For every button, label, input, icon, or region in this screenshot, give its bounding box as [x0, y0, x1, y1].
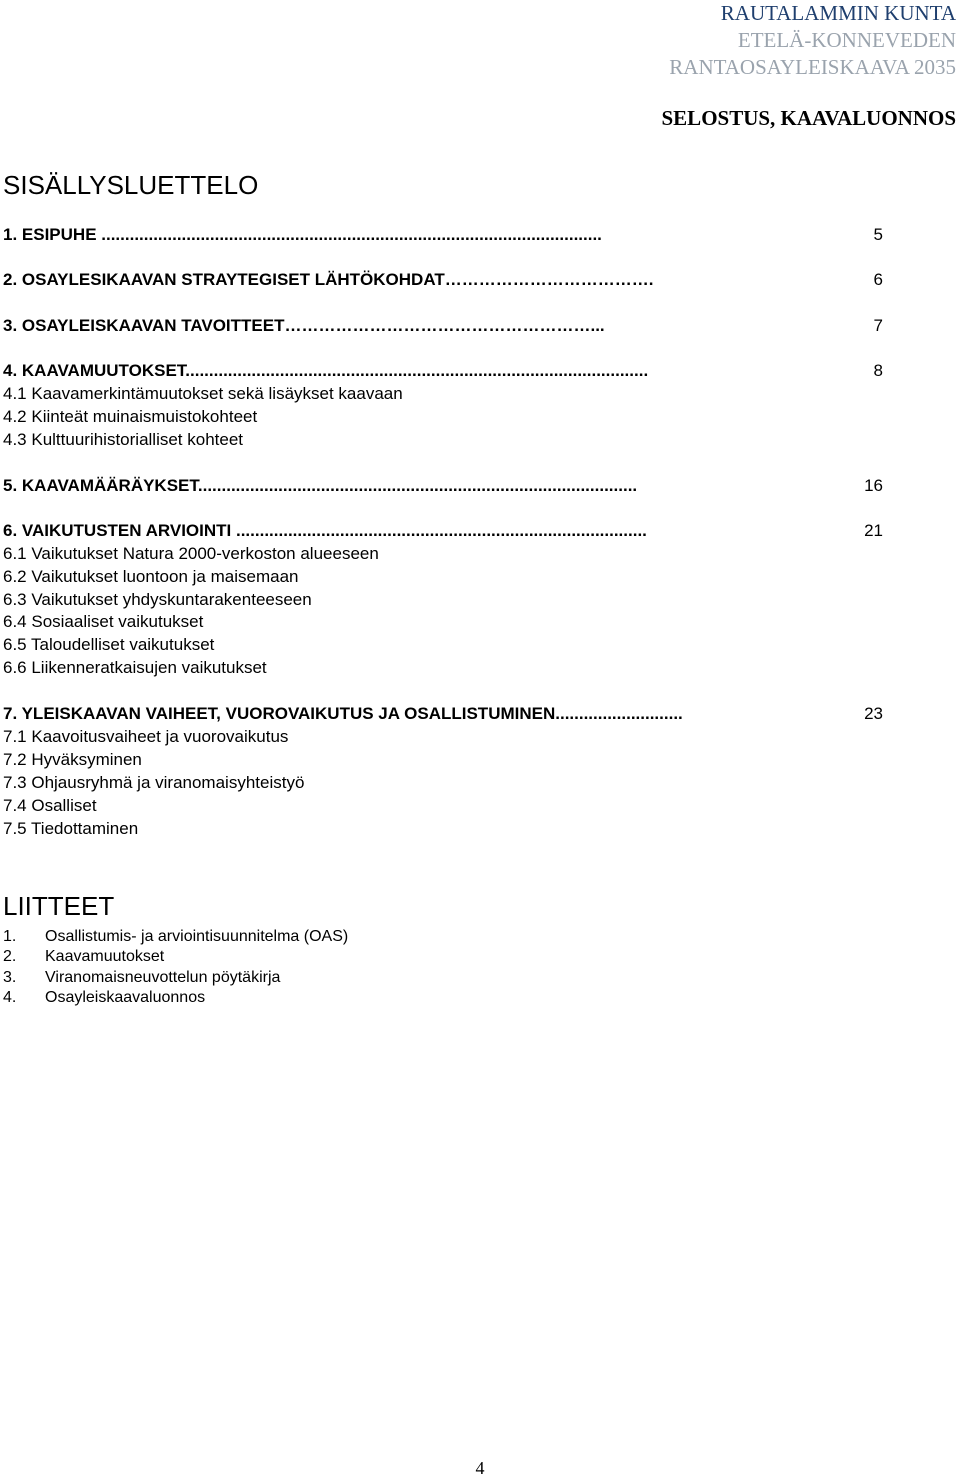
toc-entry-page: 5 — [873, 225, 883, 244]
toc-entry-page: 6 — [873, 270, 883, 289]
toc-entry-5[interactable] — [3, 475, 883, 497]
header-plan-name: RANTAOSAYLEISKAAVA 2035 — [669, 55, 956, 79]
toc-entry-2[interactable] — [3, 269, 883, 291]
toc-entry-text: 3. OSAYLEISKAAVAN TAVOITTEET………………………………………………... — [3, 316, 605, 335]
toc-entry-text: 2. OSAYLESIKAAVAN STRAYTEGISET LÄHTÖKOHDAT………………………………. — [3, 270, 654, 289]
appendix-item[interactable] — [3, 968, 280, 988]
appendix-text: Osayleiskaavaluonnos — [45, 989, 206, 1006]
appendix-text: Viranomaisneuvottelun pöytäkirja — [45, 969, 281, 986]
toc-subentry-4-3[interactable]: 4.3 Kulttuurihistorialliset kohteet — [3, 430, 244, 449]
toc-entry-page: 16 — [864, 476, 883, 495]
toc-subentry-6-4[interactable]: 6.4 Sosiaaliset vaikutukset — [3, 612, 204, 631]
appendix-text: Osallistumis- ja arviointisuunnitelma (OAS) — [45, 928, 349, 945]
toc-entry-text: 4. KAAVAMUUTOKSET.................................................................................................. — [3, 361, 649, 380]
appendix-item[interactable] — [3, 947, 164, 967]
toc-entry-6[interactable] — [3, 520, 883, 542]
toc-subentry-7-5[interactable]: 7.5 Tiedottaminen — [3, 819, 139, 838]
appendix-item[interactable] — [3, 988, 205, 1008]
toc-subentry-7-1[interactable]: 7.1 Kaavoitusvaiheet ja vuorovaikutus — [3, 727, 289, 746]
toc-entry-text: 6. VAIKUTUSTEN ARVIOINTI ....................................................................................... — [3, 521, 647, 540]
toc-entry-text: 5. KAAVAMÄÄRÄYKSET............................................................................................. — [3, 476, 638, 495]
toc-entry-3[interactable] — [3, 315, 883, 337]
appendix-item[interactable] — [3, 927, 348, 947]
appendix-number: 1. — [3, 928, 17, 945]
toc-subentry-6-5[interactable]: 6.5 Taloudelliset vaikutukset — [3, 635, 215, 654]
toc-subentry-7-2[interactable]: 7.2 Hyväksyminen — [3, 750, 142, 769]
toc-subentry-6-6[interactable]: 6.6 Liikenneratkaisujen vaikutukset — [3, 658, 267, 677]
appendix-number: 3. — [3, 969, 17, 986]
toc-entry-page: 21 — [864, 521, 883, 540]
appendices-title: LIITTEET — [3, 891, 115, 921]
appendix-number: 4. — [3, 989, 17, 1006]
toc-entry-page: 23 — [864, 704, 883, 723]
toc-entry-text: 7. YLEISKAAVAN VAIHEET, VUOROVAIKUTUS JA OSALLISTUMINEN........................... — [3, 704, 683, 723]
toc-title: SISÄLLYSLUETTELO — [3, 170, 259, 200]
toc-subentry-6-1[interactable]: 6.1 Vaikutukset Natura 2000-verkoston alueeseen — [3, 544, 379, 563]
header-area: ETELÄ-KONNEVEDEN — [737, 28, 956, 52]
toc-subentry-6-2[interactable]: 6.2 Vaikutukset luontoon ja maisemaan — [3, 567, 299, 586]
toc-subentry-4-2[interactable]: 4.2 Kiinteät muinaismuistokohteet — [3, 407, 258, 426]
header-municipality: RAUTALAMMIN KUNTA — [720, 1, 956, 25]
document-header — [662, 0, 957, 132]
page-number: 4 — [475, 1458, 485, 1478]
header-document-type: SELOSTUS, KAAVALUONNOS — [661, 106, 956, 130]
toc-entry-text: 1. ESIPUHE .......................................................................................................... — [3, 225, 602, 244]
appendix-number: 2. — [3, 948, 17, 965]
toc-entry-1[interactable] — [3, 224, 883, 246]
toc-entry-page: 8 — [873, 361, 883, 380]
toc-entry-page: 7 — [873, 316, 883, 335]
toc-subentry-6-3[interactable]: 6.3 Vaikutukset yhdyskuntarakenteeseen — [3, 590, 312, 609]
toc-subentry-7-4[interactable]: 7.4 Osalliset — [3, 796, 97, 815]
appendix-text: Kaavamuutokset — [45, 948, 165, 965]
toc-subentry-4-1[interactable]: 4.1 Kaavamerkintämuutokset sekä lisäykset kaavaan — [3, 384, 403, 403]
toc-entry-4[interactable] — [3, 360, 883, 382]
toc-entry-7[interactable] — [3, 703, 883, 725]
toc-subentry-7-3[interactable]: 7.3 Ohjausryhmä ja viranomaisyhteistyö — [3, 773, 305, 792]
